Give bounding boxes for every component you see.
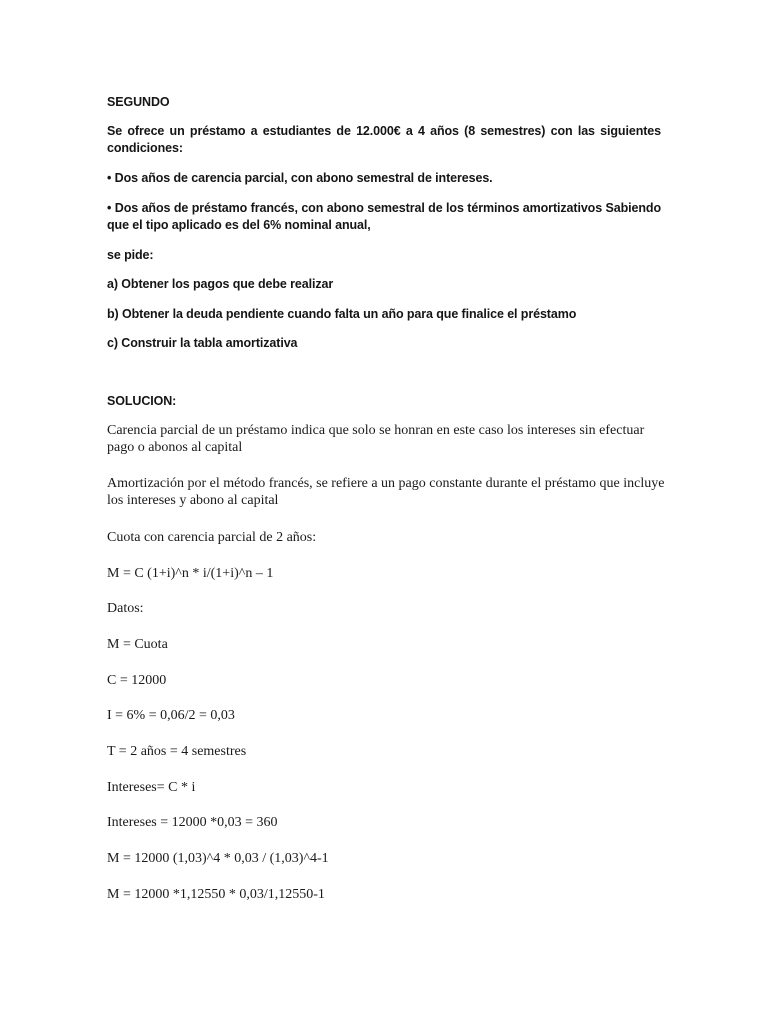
bullet-symbol: • [107, 171, 112, 185]
bullet-item-1 [107, 170, 661, 187]
cuota-heading: Cuota con carencia parcial de 2 años: [107, 530, 317, 545]
bullet-text-1: Dos años de carencia parcial, con abono semestral de intereses. [114, 171, 493, 185]
solution-paragraph-carencia: Carencia parcial de un préstamo indica que solo se honran en este caso los intereses sin efectuar pago o abonos al capital [107, 423, 645, 455]
formula-line: M = C (1+i)^n * i/(1+i)^n – 1 [107, 566, 274, 581]
datos-label: Datos: [107, 601, 144, 616]
question-a: a) Obtener los pagos que debe realizar [107, 277, 334, 291]
bullet-symbol: • [107, 201, 112, 215]
cuota-calculation-step-1: M = 12000 (1,03)^4 * 0,03 / (1,03)^4-1 [107, 851, 329, 866]
problem-statement: Se ofrece un préstamo a estudiantes de 12.000€ a 4 años (8 semestres) con las siguientes condiciones: [107, 124, 661, 155]
question-c: c) Construir la tabla amortizativa [107, 336, 298, 350]
cuota-calculation-step-2: M = 12000 *1,12550 * 0,03/1,12550-1 [107, 887, 325, 902]
interest-formula: Intereses= C * i [107, 780, 196, 795]
bullet-text-2: Dos años de préstamo francés, con abono semestral de los términos amortizativos Sabiendo que el tipo aplicado es del 6% nominal anual, [107, 201, 662, 232]
data-line-cuota: M = Cuota [107, 637, 168, 652]
se-pide-label: se pide: [107, 248, 154, 262]
data-line-capital: C = 12000 [107, 673, 167, 688]
data-line-interest-rate: I = 6% = 0,06/2 = 0,03 [107, 708, 235, 723]
problem-heading: SEGUNDO [107, 95, 170, 109]
solution-paragraph-frances: Amortización por el método francés, se refiere a un pago constante durante el préstamo que incluye los intereses y abono al capital [107, 476, 665, 508]
interest-calculation: Intereses = 12000 *0,03 = 360 [107, 815, 278, 830]
bullet-item-2 [107, 200, 661, 234]
solution-heading: SOLUCION: [107, 394, 177, 408]
question-b: b) Obtener la deuda pendiente cuando falta un año para que finalice el préstamo [107, 307, 577, 321]
data-line-term: T = 2 años = 4 semestres [107, 744, 247, 759]
